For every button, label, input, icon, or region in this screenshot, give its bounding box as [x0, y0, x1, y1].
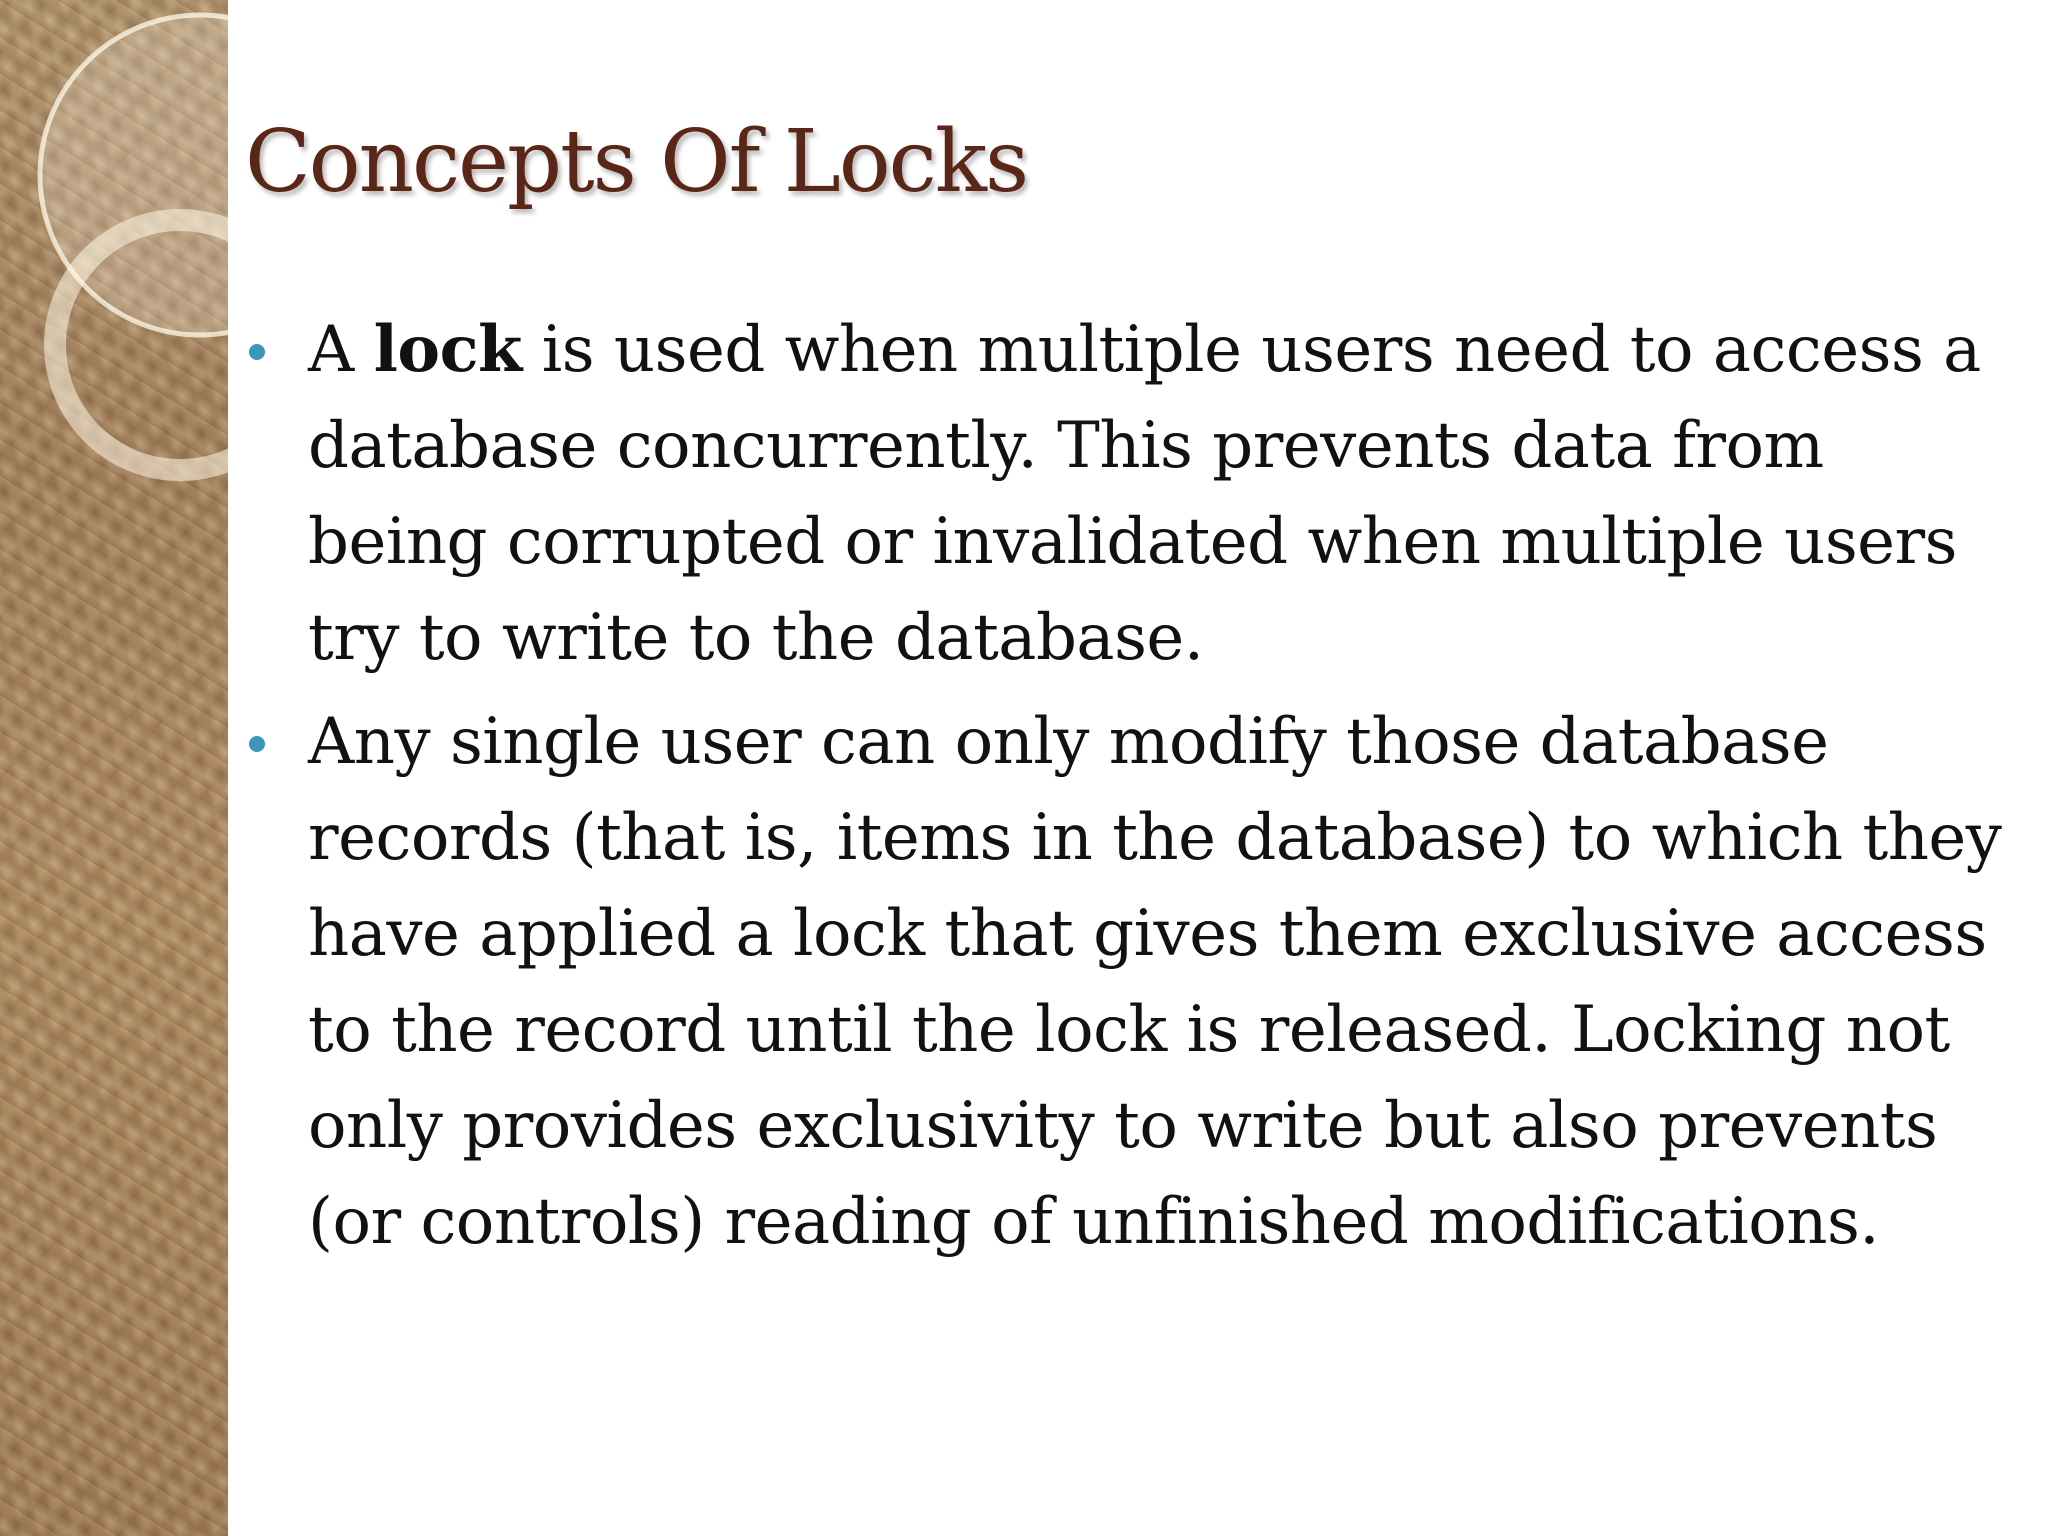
bullet-item-2 [245, 694, 2005, 1270]
bullet-1-text-end: is used when multiple users need to access a database concurrently. This prevents data from being corrupted or invalidated when multiple users try to write to the database. [308, 313, 1981, 675]
bullet-item-1 [245, 302, 2005, 686]
bullet-dot-icon [249, 736, 265, 752]
bullet-1-bold-term: lock [373, 312, 522, 387]
slide-title: Concepts Of Locks [245, 112, 1028, 212]
bullet-1-text-start: A [308, 313, 374, 387]
side-decorative-panel [0, 0, 228, 1536]
bullet-dot-icon [249, 344, 265, 360]
bullet-list [245, 302, 2005, 1278]
ring-decoration-icon [0, 0, 228, 1536]
bullet-2-text: Any single user can only modify those database records (that is, items in the database) to which they have applied a lock that gives them exclusive access to the record until the lock is released. Locking not only provides exclusivity to write but also prevents (or controls) reading of unfinished modifications. [308, 705, 2002, 1259]
